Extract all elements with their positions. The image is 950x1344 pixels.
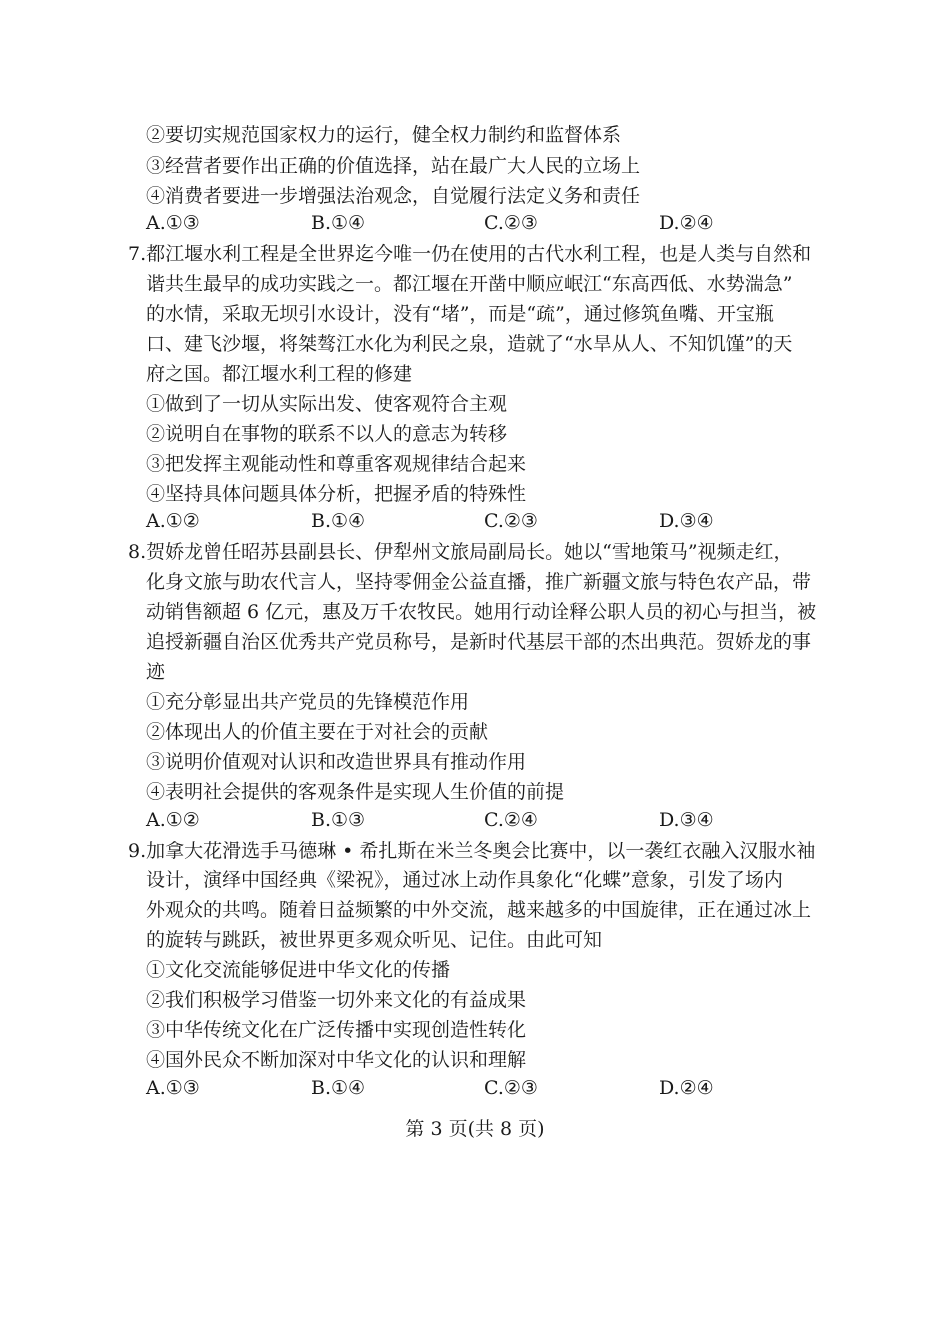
q7-statement: ①做到了一切从实际出发、使客观符合主观	[146, 393, 508, 415]
option-b: B.①④	[311, 212, 366, 234]
q9-options	[146, 1076, 846, 1100]
q8-stem-line: 动销售额超 6 亿元，惠及万千农牧民。她用行动诠释公职人员的初心与担当，被	[146, 601, 817, 623]
option-d: D.②④	[659, 212, 714, 234]
q7-stem-line: 府之国。都江堰水利工程的修建	[146, 363, 413, 385]
q8-statement: ②体现出人的价值主要在于对社会的贡献	[146, 721, 489, 743]
q7-statement: ③把发挥主观能动性和尊重客观规律结合起来	[146, 453, 527, 475]
q7-statement: ④坚持具体问题具体分析，把握矛盾的特殊性	[146, 483, 527, 505]
q7-statement: ②说明自在事物的联系不以人的意志为转移	[146, 423, 508, 445]
option-c: C.②③	[484, 212, 538, 234]
q9-stem-line: 设计，演绎中国经典《梁祝》，通过冰上动作具象化“化蝶”意象，引发了场内	[146, 869, 783, 891]
page-number: 第 3 页(共 8 页)	[405, 1118, 545, 1140]
q6-statement: ②要切实规范国家权力的运行，健全权力制约和监督体系	[146, 124, 622, 146]
q8-statement: ①充分彰显出共产党员的先锋模范作用	[146, 691, 470, 713]
option-c: C.②③	[484, 510, 538, 532]
q6-statement: ④消费者要进一步增强法治观念，自觉履行法定义务和责任	[146, 185, 641, 207]
q9-stem-line: 的旋转与跳跃，被世界更多观众听见、记住。由此可知	[146, 929, 603, 951]
q7-stem-line: 口、建飞沙堰，将桀骜江水化为利民之泉，造就了“水旱从人、不知饥馑”的天	[146, 333, 793, 355]
q8-statement: ④表明社会提供的客观条件是实现人生价值的前提	[146, 781, 565, 803]
option-a: A.①③	[146, 1077, 200, 1099]
option-b: B.①④	[311, 1077, 366, 1099]
q9-statement: ③中华传统文化在广泛传播中实现创造性转化	[146, 1019, 527, 1041]
q9-statement: ①文化交流能够促进中华文化的传播	[146, 959, 451, 981]
q9-statement: ②我们积极学习借鉴一切外来文化的有益成果	[146, 989, 527, 1011]
option-c: C.②③	[484, 1077, 538, 1099]
option-d: D.②④	[659, 1077, 714, 1099]
q9-statement: ④国外民众不断加深对中华文化的认识和理解	[146, 1049, 527, 1071]
q8-statement: ③说明价值观对认识和改造世界具有推动作用	[146, 751, 527, 773]
option-c: C.②④	[484, 809, 538, 831]
option-d: D.③④	[659, 809, 714, 831]
option-a: A.①②	[146, 510, 200, 532]
q7-options	[146, 509, 846, 533]
q6-statement: ③经营者要作出正确的价值选择，站在最广大人民的立场上	[146, 155, 641, 177]
q7-stem-line: 谐共生最早的成功实践之一。都江堰在开凿中顺应岷江“东高西低、水势湍急”	[146, 273, 793, 295]
q6-options	[146, 211, 846, 235]
q8-stem-line: 化身文旅与助农代言人，坚持零佣金公益直播，推广新疆文旅与特色农产品，带	[146, 571, 812, 593]
q8-options	[146, 808, 846, 832]
q8-stem-line: 追授新疆自治区优秀共产党员称号，是新时代基层干部的杰出典范。贺娇龙的事	[146, 631, 812, 653]
q7-stem-line: 7.都江堰水利工程是全世界迄今唯一仍在使用的古代水利工程，也是人类与自然和	[128, 243, 812, 265]
option-b: B.①③	[311, 809, 366, 831]
option-d: D.③④	[659, 510, 714, 532]
option-a: A.①③	[146, 212, 200, 234]
q8-stem-line: 8.贺娇龙曾任昭苏县副县长、伊犁州文旅局副局长。她以“雪地策马”视频走红，	[128, 541, 793, 563]
q8-stem-line: 迹	[146, 661, 166, 683]
q9-stem-line: 9.加拿大花滑选手马德琳 • 希扎斯在米兰冬奥会比赛中，以一袭红衣融入汉服水袖	[128, 840, 816, 862]
option-b: B.①④	[311, 510, 366, 532]
q7-stem-line: 的水情，采取无坝引水设计，没有“堵”，而是“疏”，通过修筑鱼嘴、开宝瓶	[146, 303, 774, 325]
q9-stem-line: 外观众的共鸣。随着日益频繁的中外交流，越来越多的中国旋律，正在通过冰上	[146, 899, 812, 921]
option-a: A.①②	[146, 809, 200, 831]
